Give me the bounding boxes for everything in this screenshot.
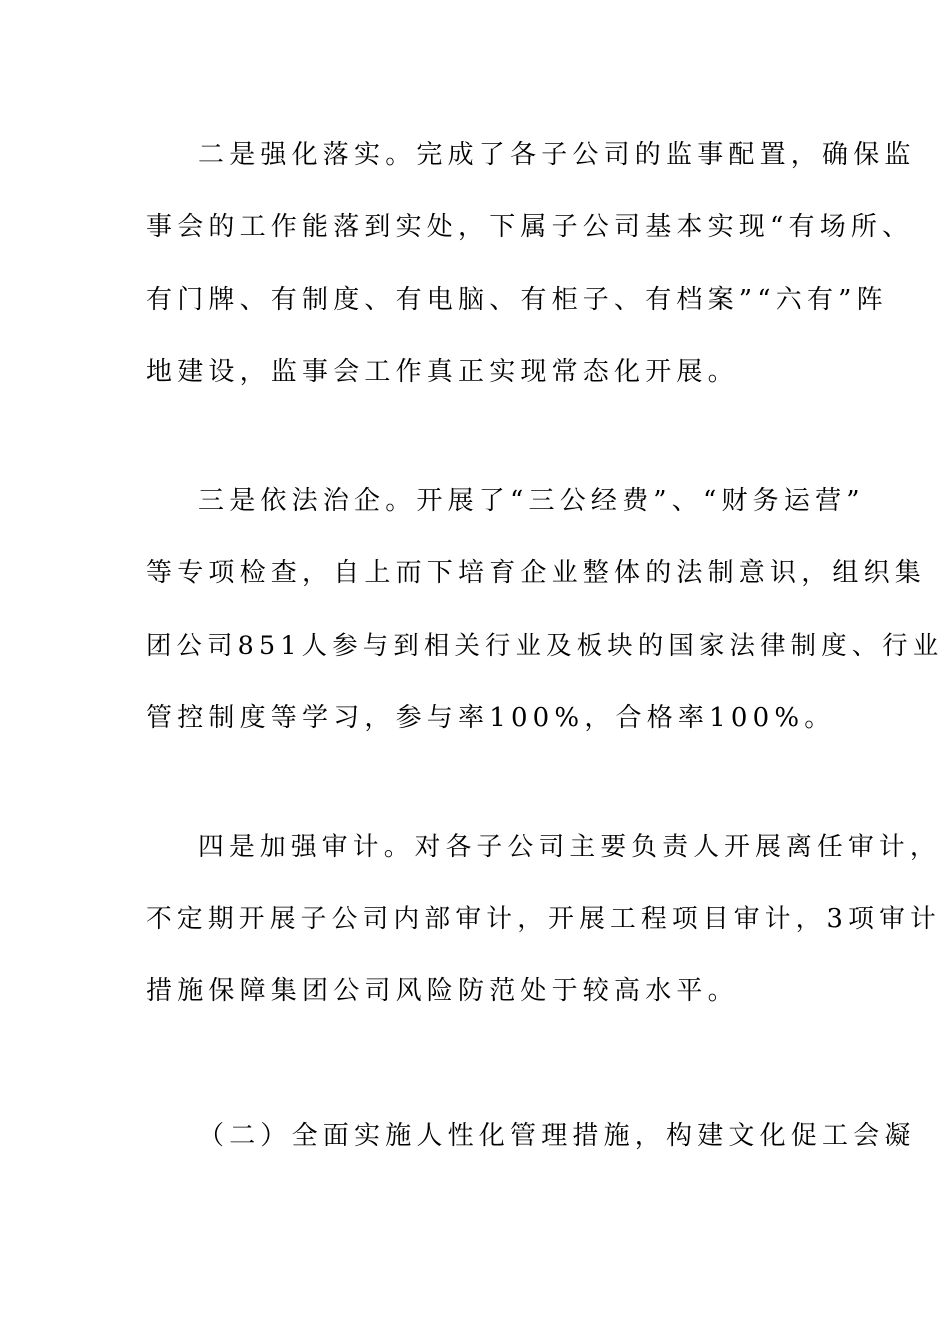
text-line: 措施保障集团公司风险防范处于较高水平。 (146, 976, 739, 1006)
text-line: 不定期开展子公司内部审计，开展工程项目审计，3项审计 (146, 904, 941, 934)
text-line: 管控制度等学习，参与率100%，合格率100%。 (146, 703, 836, 733)
text-line: （二）全面实施人性化管理措施，构建文化促工会凝 (198, 1121, 916, 1151)
text-line: 二是强化落实。完成了各子公司的监事配置，确保监 (198, 140, 916, 170)
text-line: 地建设，监事会工作真正实现常态化开展。 (146, 357, 739, 387)
text-line: 事会的工作能落到实处，下属子公司基本实现“有场所、 (146, 212, 914, 242)
text-line: 四是加强审计。对各子公司主要负责人开展离任审计， (198, 832, 941, 862)
text-line: 有门牌、有制度、有电脑、有柜子、有档案”“六有”阵 (146, 285, 888, 315)
text-line: 等专项检查，自上而下培育企业整体的法制意识，组织集 (146, 558, 927, 588)
text-line: 团公司851人参与到相关行业及板块的国家法律制度、行业 (146, 630, 944, 660)
text-line: 三是依法治企。开展了“三公经费”、“财务运营” (198, 486, 865, 516)
